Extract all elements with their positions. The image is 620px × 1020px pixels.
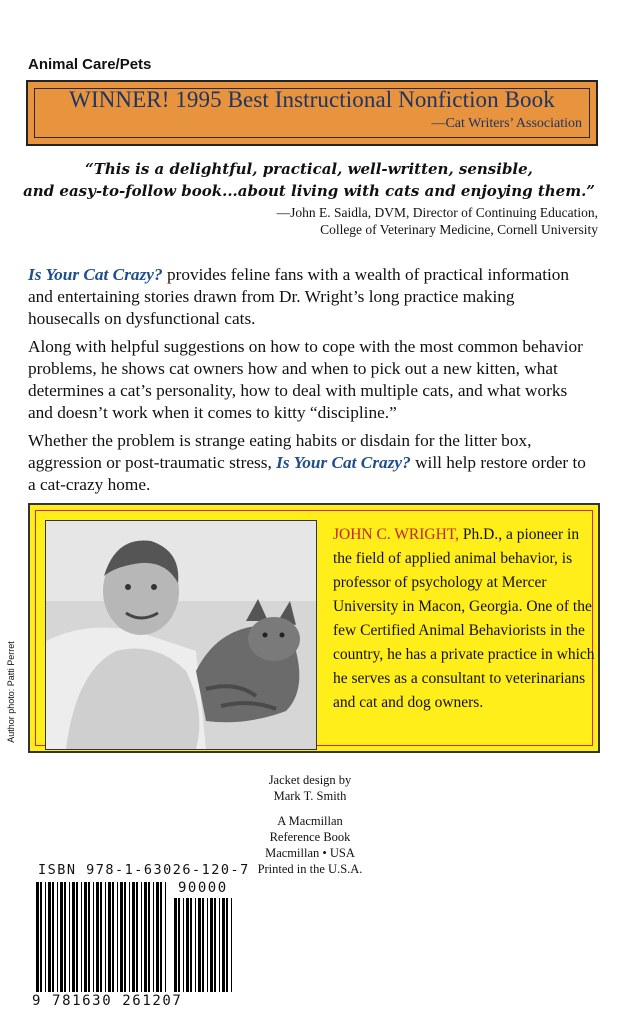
barcode-bar [96,882,99,992]
publisher-line1: A Macmillan [277,814,343,828]
barcode-bar [52,882,54,992]
barcode-bar [183,898,184,992]
author-bio-text [333,523,601,715]
barcode-bar [198,898,201,992]
barcode-bar [190,898,192,992]
barcode-bar [40,882,42,992]
description-paragraph-3 [28,430,588,496]
description-text: will help restore order to a cat-crazy home. [28,453,586,494]
book-title-reference: Is Your Cat Crazy? [276,453,411,472]
review-quote-line2: and easy-to-follow book...about living with cats and enjoying them.” [23,182,595,200]
barcode-bar [57,882,58,992]
barcode-bar [174,898,177,992]
barcode-bar [117,882,118,992]
description-paragraph-1 [28,264,588,330]
barcode-bar [132,882,135,992]
barcode-bar [231,898,232,992]
category-label: Animal Care/Pets [28,56,152,73]
review-quote [20,158,598,202]
barcode-bar [112,882,114,992]
description-text: provides feline fans with a wealth of practical information and entertaining stories drawn from Dr. Wright’s long practice making housecalls on dysfunctional cats. [28,265,570,328]
award-source: —Cat Writers’ Association [431,116,582,131]
barcode-bar [108,882,111,992]
jacket-design-line1: Jacket design by [268,773,352,787]
author-bio-frame [35,510,593,746]
review-quote-line1: “This is a delightful, practical, well-written, sensible, [85,160,533,178]
description-paragraph-2: Along with helpful suggestions on how to cope with the most common behavior problems, he shows cat owners how and when to pick out a new kitten, what determines a cat’s personality, how to deal with multiple cats, and what works and doesn’t work when it comes to kitty “discipline.” [28,337,583,422]
barcode-bar [72,882,75,992]
photo-credit-text: Author photo: Patti Perret [6,641,16,743]
barcode-bar [69,882,70,992]
barcode-bar [156,882,159,992]
printed-line: Printed in the U.S.A. [257,862,363,876]
award-banner [26,80,598,146]
author-bio: Ph.D., a pioneer in the field of applied animal behavior, is professor of psychology at Mercer University in Macon, Georgia. One of the few Certified Animal Behaviorists in the country, he has a private practice in which he serves as a consultant to veterinarians and cat and dog owners. [333,526,595,711]
publisher-line3: Macmillan • USA [265,846,355,860]
barcode-bar [160,882,162,992]
barcode-number: 9 781630 261207 [32,993,183,1009]
jacket-design-line2: Mark T. Smith [273,789,347,803]
award-title: WINNER! 1995 Best Instructional Nonfiction Book [69,87,555,112]
book-title-reference: Is Your Cat Crazy? [28,265,163,284]
barcode-bar [64,882,66,992]
addon-barcode [174,898,236,992]
description-text: Whether the problem is strange eating habits or disdain for the litter box, aggression or post-traumatic stress, [28,431,532,472]
barcode-bar [100,882,102,992]
barcode-bar [60,882,63,992]
ean-barcode [36,882,166,992]
barcode-bar [144,882,147,992]
price-code: 90000 [178,880,228,896]
barcode-bar [210,898,213,992]
barcode-bar [222,898,225,992]
barcode-bar [178,898,180,992]
barcode-bar [45,882,46,992]
barcode-bar [120,882,123,992]
barcode-bar [148,882,150,992]
author-photo [45,520,317,750]
barcode-bar [153,882,154,992]
barcode-bar [76,882,78,992]
barcode-bar [36,882,39,992]
barcode-bar [88,882,90,992]
publisher-line2: Reference Book [269,830,351,844]
barcode-bar [141,882,142,992]
review-attribution [277,204,598,238]
barcode-bar [207,898,208,992]
barcode-bar [124,882,126,992]
barcode-bar [136,882,138,992]
barcode-bar [93,882,94,992]
barcode-bar [202,898,204,992]
author-name: JOHN C. WRIGHT, [333,526,460,543]
barcode-bar [105,882,106,992]
photo-credit [0,612,22,772]
isbn-label: ISBN 978-1-63026-120-7 [38,862,250,878]
review-attribution-line2: College of Veterinary Medicine, Cornell University [320,222,598,237]
barcode-bar [219,898,220,992]
barcode-bar [48,882,51,992]
author-bio-box [28,503,600,753]
barcode-bar [129,882,130,992]
barcode-bar [186,898,189,992]
barcode-bar [214,898,216,992]
barcode-bar [195,898,196,992]
barcode-bar [226,898,228,992]
review-attribution-line1: —John E. Saidla, DVM, Director of Continuing Education, [276,205,598,220]
barcode-bar [84,882,87,992]
barcode-bar [165,882,166,992]
barcode-bar [81,882,82,992]
imprint-block [250,772,370,877]
